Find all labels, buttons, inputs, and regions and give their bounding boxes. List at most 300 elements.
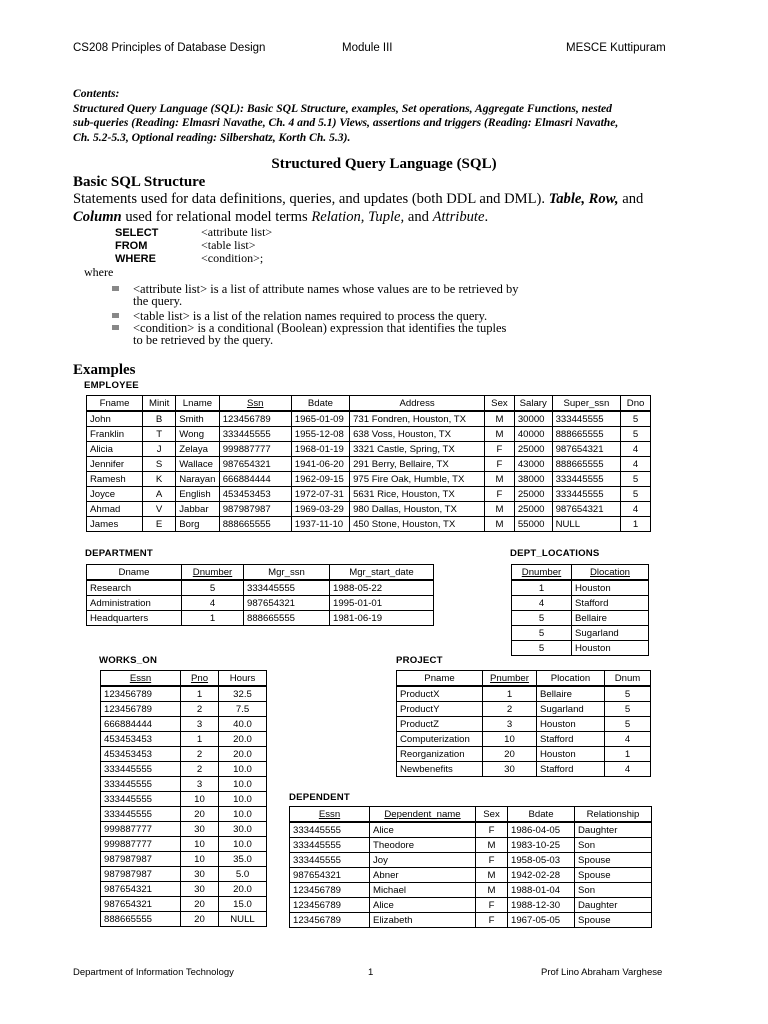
table-cell: 333445555: [219, 427, 291, 442]
table-cell: Houston: [572, 641, 649, 656]
table-cell: 20: [483, 747, 537, 762]
table-header-row: [87, 396, 651, 412]
table-row: [397, 717, 651, 732]
sql-keyword: FROM: [115, 240, 148, 252]
table-cell: Research: [87, 580, 182, 596]
sql-argument: <condition>;: [201, 251, 264, 265]
table-cell: 1942-02-28: [508, 868, 575, 883]
table-cell: Stafford: [537, 732, 605, 747]
table-cell: Jabbar: [176, 502, 219, 517]
sql-argument: <table list>: [201, 238, 256, 252]
table-cell: 333445555: [552, 411, 621, 427]
table-cell: 888665555: [219, 517, 291, 532]
table-cell: Houston: [537, 717, 605, 732]
table-cell: 1: [181, 732, 219, 747]
table-row: [87, 596, 434, 611]
table-row: [101, 717, 267, 732]
column-header: Ssn: [219, 396, 291, 412]
table-cell: 10.0: [219, 777, 267, 792]
table-cell: M: [485, 502, 515, 517]
table-cell: 1: [621, 517, 651, 532]
table-cell: NULL: [552, 517, 621, 532]
table-cell: 4: [621, 457, 651, 472]
table-cell: 123456789: [290, 883, 370, 898]
table-cell: 333445555: [290, 853, 370, 868]
table-cell: 40000: [514, 427, 552, 442]
table-cell: 1986-04-05: [508, 822, 575, 838]
table-cell: 20.0: [219, 732, 267, 747]
table-cell: 20: [181, 807, 219, 822]
column-header: Mgr_ssn: [244, 565, 330, 581]
table-row: [290, 822, 652, 838]
table-row: [512, 626, 649, 641]
table-cell: 5: [621, 487, 651, 502]
column-header: Sex: [476, 807, 508, 823]
table-cell: 1967-05-05: [508, 913, 575, 928]
table-cell: Daughter: [575, 898, 652, 913]
table-cell: 2: [483, 702, 537, 717]
table-cell: 333445555: [244, 580, 330, 596]
bullet-square-icon: [112, 313, 119, 318]
table-cell: Joyce: [87, 487, 143, 502]
table-cell: F: [476, 913, 508, 928]
table-cell: 453453453: [101, 747, 181, 762]
dept-locations-table: [511, 564, 649, 656]
table-row: [101, 867, 267, 882]
table-cell: 3: [181, 777, 219, 792]
bullet-item: <table list> is a list of the relation names required to process the query.: [112, 311, 672, 323]
table-cell: 666884444: [101, 717, 181, 732]
table-cell: 1958-05-03: [508, 853, 575, 868]
bullet-square-icon: [112, 325, 119, 330]
table-cell: 1981-06-19: [330, 611, 434, 626]
table-cell: 666884444: [219, 472, 291, 487]
table-title-department: DEPARTMENT: [85, 548, 153, 559]
table-cell: 3: [483, 717, 537, 732]
table-row: [512, 580, 649, 596]
footer-page-number: 1: [368, 967, 374, 978]
table-row: [87, 442, 651, 457]
table-cell: 1969-03-29: [291, 502, 349, 517]
table-cell: 123456789: [290, 898, 370, 913]
table-cell: 980 Dallas, Houston, TX: [350, 502, 485, 517]
table-cell: 333445555: [101, 792, 181, 807]
table-cell: 30: [181, 882, 219, 897]
header-institution: MESCE Kuttipuram: [566, 42, 666, 54]
table-cell: 123456789: [290, 913, 370, 928]
table-cell: 1983-10-25: [508, 838, 575, 853]
table-cell: 3321 Castle, Spring, TX: [350, 442, 485, 457]
table-cell: 2: [181, 702, 219, 717]
table-header-row: [290, 807, 652, 823]
table-cell: 1995-01-01: [330, 596, 434, 611]
table-cell: 10.0: [219, 837, 267, 852]
table-cell: V: [143, 502, 176, 517]
table-header-row: [512, 565, 649, 581]
table-cell: M: [485, 472, 515, 487]
table-cell: Reorganization: [397, 747, 483, 762]
table-row: [290, 913, 652, 928]
table-cell: F: [485, 487, 515, 502]
table-cell: Son: [575, 883, 652, 898]
table-cell: 5: [512, 626, 572, 641]
column-header: Salary: [514, 396, 552, 412]
table-row: [87, 502, 651, 517]
table-cell: 5: [621, 472, 651, 487]
column-header: Sex: [485, 396, 515, 412]
table-row: [512, 596, 649, 611]
section-title: Structured Query Language (SQL): [271, 156, 497, 172]
column-header: Bdate: [291, 396, 349, 412]
table-row: [290, 898, 652, 913]
department-table: [86, 564, 434, 626]
table-cell: Wong: [176, 427, 219, 442]
table-cell: Joy: [370, 853, 476, 868]
table-cell: M: [485, 411, 515, 427]
table-cell: 888665555: [244, 611, 330, 626]
table-cell: 1: [181, 686, 219, 702]
examples-heading: Examples: [73, 362, 136, 378]
table-cell: Houston: [537, 747, 605, 762]
table-row: [87, 517, 651, 532]
table-header-row: [397, 671, 651, 687]
table-cell: Smith: [176, 411, 219, 427]
table-row: [101, 897, 267, 912]
table-cell: 123456789: [101, 686, 181, 702]
column-header: Address: [350, 396, 485, 412]
bullet-item: <attribute list> is a list of attribute names whose values are to be retrieved by the query.: [112, 284, 672, 308]
table-cell: Stafford: [537, 762, 605, 777]
table-cell: 333445555: [290, 838, 370, 853]
table-cell: 1988-05-22: [330, 580, 434, 596]
table-cell: 25000: [514, 502, 552, 517]
table-cell: 1: [483, 686, 537, 702]
table-cell: F: [476, 822, 508, 838]
table-cell: 4: [621, 442, 651, 457]
table-cell: M: [476, 868, 508, 883]
table-cell: 4: [605, 762, 651, 777]
table-cell: Ahmad: [87, 502, 143, 517]
table-cell: 30.0: [219, 822, 267, 837]
table-cell: Sugarland: [537, 702, 605, 717]
column-header: Dnumber: [182, 565, 244, 581]
column-header: Dnum: [605, 671, 651, 687]
table-cell: 987654321: [552, 442, 621, 457]
table-cell: B: [143, 411, 176, 427]
table-cell: 987654321: [244, 596, 330, 611]
table-cell: 333445555: [101, 777, 181, 792]
table-cell: 5: [605, 702, 651, 717]
table-cell: 1: [512, 580, 572, 596]
column-header: Pname: [397, 671, 483, 687]
table-cell: Bellaire: [537, 686, 605, 702]
table-row: [87, 611, 434, 626]
table-row: [87, 411, 651, 427]
table-cell: 888665555: [552, 457, 621, 472]
table-cell: 333445555: [552, 487, 621, 502]
column-header: Dname: [87, 565, 182, 581]
table-cell: Zelaya: [176, 442, 219, 457]
table-title-project: PROJECT: [396, 655, 443, 666]
table-cell: Administration: [87, 596, 182, 611]
table-cell: 888665555: [101, 912, 181, 927]
table-cell: 333445555: [101, 762, 181, 777]
table-cell: M: [485, 427, 515, 442]
sql-keyword: WHERE: [115, 253, 156, 265]
table-cell: T: [143, 427, 176, 442]
table-cell: Houston: [572, 580, 649, 596]
bullet-square-icon: [112, 286, 119, 291]
table-cell: 5.0: [219, 867, 267, 882]
table-cell: 10: [181, 837, 219, 852]
table-cell: 333445555: [552, 472, 621, 487]
table-row: [101, 882, 267, 897]
table-cell: 1988-12-30: [508, 898, 575, 913]
column-header: Minit: [143, 396, 176, 412]
table-cell: 1941-06-20: [291, 457, 349, 472]
table-cell: 1968-01-19: [291, 442, 349, 457]
table-row: [290, 883, 652, 898]
table-cell: F: [476, 853, 508, 868]
table-cell: 123456789: [101, 702, 181, 717]
table-row: [101, 747, 267, 762]
table-row: [397, 702, 651, 717]
table-cell: Franklin: [87, 427, 143, 442]
table-cell: 999887777: [101, 822, 181, 837]
table-cell: 987654321: [552, 502, 621, 517]
table-row: [101, 762, 267, 777]
table-cell: NULL: [219, 912, 267, 927]
column-header: Dlocation: [572, 565, 649, 581]
table-cell: Abner: [370, 868, 476, 883]
table-cell: 10.0: [219, 807, 267, 822]
basic-structure-paragraph: Statements used for data definitions, queries, and updates (both DDL and DML). Table, Row, and Column used for relational model terms Relation, Tuple, and Attribute.: [73, 191, 644, 225]
contents-line: Ch. 5.2-5.3, Optional reading: Silbershatz, Korth Ch. 5.3).: [73, 130, 351, 144]
table-row: [101, 777, 267, 792]
contents-block: [73, 87, 695, 145]
table-cell: 25000: [514, 487, 552, 502]
table-row: [87, 487, 651, 502]
table-cell: 1: [605, 747, 651, 762]
table-cell: Alicia: [87, 442, 143, 457]
table-header-row: [101, 671, 267, 687]
table-row: [101, 822, 267, 837]
table-cell: Spouse: [575, 853, 652, 868]
table-row: [87, 472, 651, 487]
column-header: Lname: [176, 396, 219, 412]
column-header: Super_ssn: [552, 396, 621, 412]
table-cell: 1988-01-04: [508, 883, 575, 898]
table-cell: J: [143, 442, 176, 457]
table-row: [101, 912, 267, 927]
table-cell: English: [176, 487, 219, 502]
table-cell: 987987987: [101, 852, 181, 867]
table-cell: E: [143, 517, 176, 532]
table-cell: 453453453: [219, 487, 291, 502]
table-cell: 5631 Rice, Houston, TX: [350, 487, 485, 502]
sql-argument: <attribute list>: [201, 225, 273, 239]
table-cell: M: [476, 883, 508, 898]
table-row: [101, 837, 267, 852]
table-cell: James: [87, 517, 143, 532]
footer-department: Department of Information Technology: [73, 967, 234, 978]
basic-structure-heading: Basic SQL Structure: [73, 174, 206, 190]
table-cell: F: [476, 898, 508, 913]
table-cell: Newbenefits: [397, 762, 483, 777]
table-cell: 4: [182, 596, 244, 611]
table-cell: Son: [575, 838, 652, 853]
column-header: Pno: [181, 671, 219, 687]
table-cell: ProductZ: [397, 717, 483, 732]
table-cell: Bellaire: [572, 611, 649, 626]
table-cell: Spouse: [575, 913, 652, 928]
table-cell: Daughter: [575, 822, 652, 838]
where-label: where: [84, 265, 114, 279]
header-module: Module III: [342, 42, 393, 54]
table-cell: 1955-12-08: [291, 427, 349, 442]
table-cell: 30000: [514, 411, 552, 427]
column-header: Pnumber: [483, 671, 537, 687]
table-cell: 888665555: [552, 427, 621, 442]
table-cell: S: [143, 457, 176, 472]
table-row: [101, 732, 267, 747]
table-cell: Elizabeth: [370, 913, 476, 928]
column-header: Bdate: [508, 807, 575, 823]
table-cell: 30: [181, 867, 219, 882]
table-cell: 20.0: [219, 747, 267, 762]
contents-line: Structured Query Language (SQL): Basic SQL Structure, examples, Set operations, Aggregate Functions, nested: [73, 101, 612, 115]
table-cell: Narayan: [176, 472, 219, 487]
table-cell: 4: [512, 596, 572, 611]
table-cell: 987987987: [101, 867, 181, 882]
table-cell: 1965-01-09: [291, 411, 349, 427]
bullet-item: <condition> is a conditional (Boolean) expression that identifies the tuples to be retrieved by the query.: [112, 323, 672, 347]
table-row: [397, 762, 651, 777]
column-header: Dno: [621, 396, 651, 412]
table-cell: 20: [181, 912, 219, 927]
header-course: CS208 Principles of Database Design: [73, 42, 266, 54]
table-cell: 5: [512, 611, 572, 626]
table-cell: Headquarters: [87, 611, 182, 626]
table-header-row: [87, 565, 434, 581]
table-cell: 25000: [514, 442, 552, 457]
table-cell: Sugarland: [572, 626, 649, 641]
table-cell: M: [476, 838, 508, 853]
table-cell: 4: [621, 502, 651, 517]
column-header: Relationship: [575, 807, 652, 823]
column-header: Plocation: [537, 671, 605, 687]
table-cell: 20: [181, 897, 219, 912]
table-cell: 999887777: [219, 442, 291, 457]
table-cell: 30: [181, 822, 219, 837]
table-cell: 333445555: [290, 822, 370, 838]
table-cell: Jennifer: [87, 457, 143, 472]
table-row: [397, 686, 651, 702]
column-header: Fname: [87, 396, 143, 412]
table-cell: 35.0: [219, 852, 267, 867]
table-cell: 10: [181, 852, 219, 867]
table-row: [101, 686, 267, 702]
table-cell: Ramesh: [87, 472, 143, 487]
table-row: [87, 427, 651, 442]
table-row: [512, 611, 649, 626]
table-cell: F: [485, 457, 515, 472]
table-cell: 987654321: [290, 868, 370, 883]
table-cell: 7.5: [219, 702, 267, 717]
table-cell: 10.0: [219, 762, 267, 777]
table-cell: 3: [181, 717, 219, 732]
table-cell: 987654321: [101, 882, 181, 897]
table-cell: 987987987: [219, 502, 291, 517]
column-header: Hours: [219, 671, 267, 687]
column-header: Essn: [290, 807, 370, 823]
table-cell: 5: [605, 686, 651, 702]
table-row: [397, 747, 651, 762]
table-cell: 10: [181, 792, 219, 807]
table-row: [87, 457, 651, 472]
table-cell: 638 Voss, Houston, TX: [350, 427, 485, 442]
table-cell: 40.0: [219, 717, 267, 732]
table-row: [101, 702, 267, 717]
table-cell: 987654321: [101, 897, 181, 912]
table-row: [290, 868, 652, 883]
table-cell: F: [485, 442, 515, 457]
table-cell: A: [143, 487, 176, 502]
table-cell: K: [143, 472, 176, 487]
table-cell: 975 Fire Oak, Humble, TX: [350, 472, 485, 487]
table-cell: 5: [182, 580, 244, 596]
column-header: Mgr_start_date: [330, 565, 434, 581]
table-cell: 20.0: [219, 882, 267, 897]
table-cell: Alice: [370, 822, 476, 838]
table-row: [512, 641, 649, 656]
table-cell: Computerization: [397, 732, 483, 747]
table-cell: 123456789: [219, 411, 291, 427]
table-cell: Michael: [370, 883, 476, 898]
table-cell: 10: [483, 732, 537, 747]
table-cell: 55000: [514, 517, 552, 532]
table-cell: Borg: [176, 517, 219, 532]
works-on-table: [100, 670, 267, 927]
sql-syntax-block: [115, 226, 272, 265]
project-table: [396, 670, 651, 777]
contents-line: sub-queries (Reading: Elmasri Navathe, Ch. 4 and 5.1) Views, assertions and triggers (Reading: Elmasri Navathe,: [73, 116, 619, 129]
table-cell: 2: [181, 747, 219, 762]
table-row: [101, 852, 267, 867]
table-cell: ProductX: [397, 686, 483, 702]
table-cell: 987654321: [219, 457, 291, 472]
column-header: Dnumber: [512, 565, 572, 581]
table-cell: Wallace: [176, 457, 219, 472]
table-cell: Alice: [370, 898, 476, 913]
table-cell: 999887777: [101, 837, 181, 852]
table-cell: 10.0: [219, 792, 267, 807]
contents-label: Contents:: [73, 87, 120, 100]
table-cell: 30: [483, 762, 537, 777]
table-cell: 43000: [514, 457, 552, 472]
column-header: Essn: [101, 671, 181, 687]
table-row: [101, 792, 267, 807]
table-title-dept-locations: DEPT_LOCATIONS: [510, 548, 600, 559]
table-cell: 1: [182, 611, 244, 626]
table-cell: M: [485, 517, 515, 532]
table-cell: 5: [621, 411, 651, 427]
dependent-table: [289, 806, 652, 928]
table-cell: Theodore: [370, 838, 476, 853]
table-row: [290, 853, 652, 868]
table-row: [290, 838, 652, 853]
footer-author: Prof Lino Abraham Varghese: [541, 967, 663, 978]
